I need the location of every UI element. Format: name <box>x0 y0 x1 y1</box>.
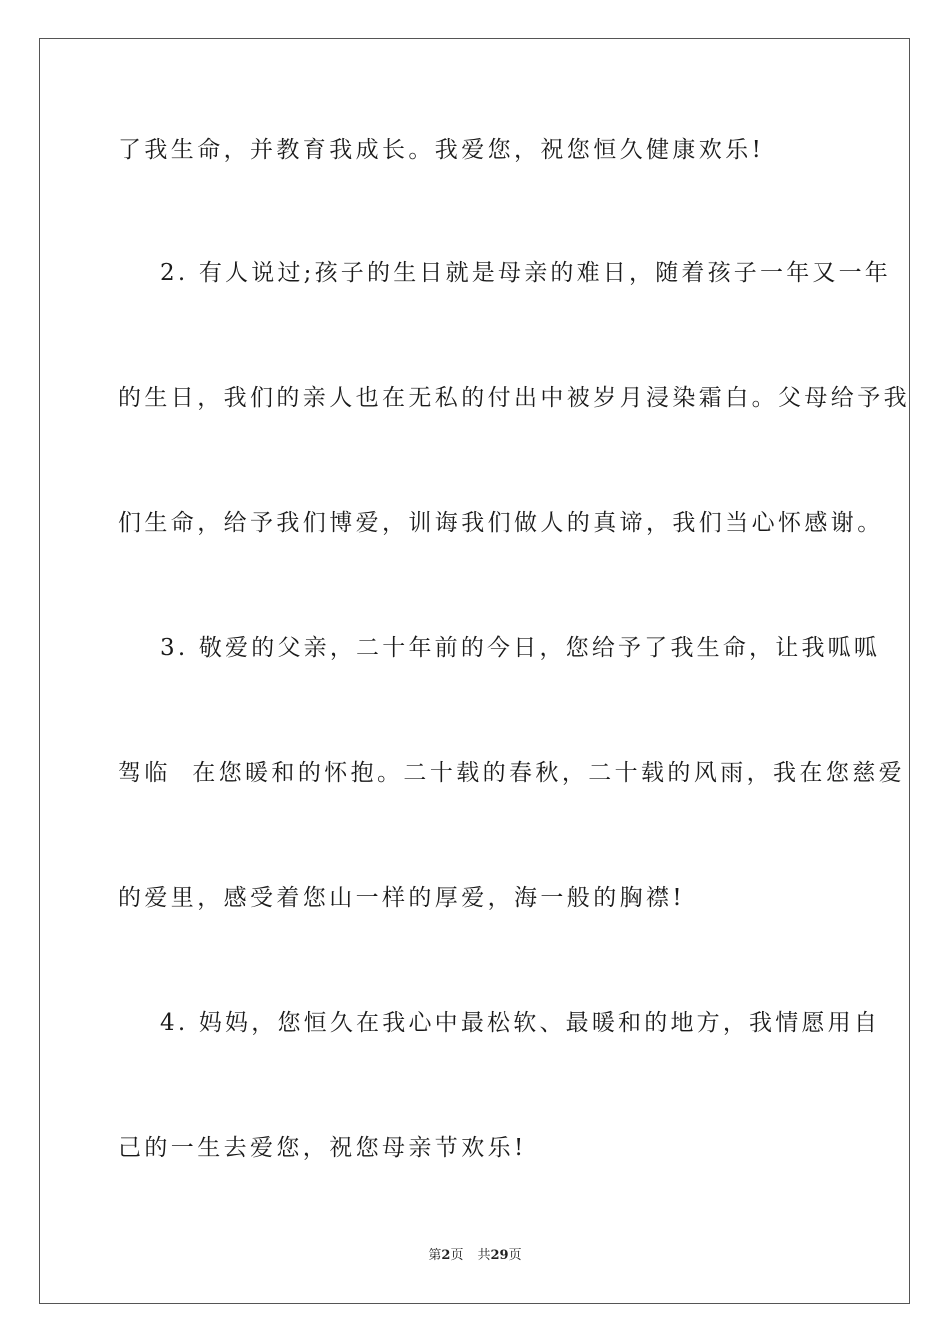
text-line-8: 4. 妈妈，您恒久在我心中最松软、最暖和的地方，我情愿用自 <box>160 1010 881 1036</box>
page-border <box>39 38 910 1304</box>
page-footer <box>0 1247 950 1265</box>
total-pages: 29 <box>490 1248 509 1263</box>
text-line-4: 们生命，给予我们博爱，训诲我们做人的真谛，我们当心怀感谢。 <box>118 510 884 536</box>
text-line-9: 己的一生去爱您，祝您母亲节欢乐! <box>118 1135 527 1161</box>
page-label-prefix: 第 <box>428 1248 442 1263</box>
total-label-prefix: 共 <box>477 1248 491 1263</box>
text-line-6: 驾临 在您暖和的怀抱。二十载的春秋，二十载的风雨，我在您慈爱 <box>118 760 906 786</box>
text-line-7: 的爱里，感受着您山一样的厚爱，海一般的胸襟! <box>118 885 686 911</box>
text-line-3: 的生日，我们的亲人也在无私的付出中被岁月浸染霜白。父母给予我 <box>118 385 910 411</box>
text-line-2: 2. 有人说过;孩子的生日就是母亲的难日，随着孩子一年又一年 <box>160 260 892 286</box>
page-number: 2 <box>441 1248 451 1263</box>
text-line-5: 3. 敬爱的父亲，二十年前的今日，您给予了我生命，让我呱呱 <box>160 635 881 661</box>
page-label-suffix: 页 <box>450 1248 464 1263</box>
text-line-1: 了我生命，并教育我成长。我爱您，祝您恒久健康欢乐! <box>118 137 765 163</box>
total-label-suffix: 页 <box>508 1248 522 1263</box>
